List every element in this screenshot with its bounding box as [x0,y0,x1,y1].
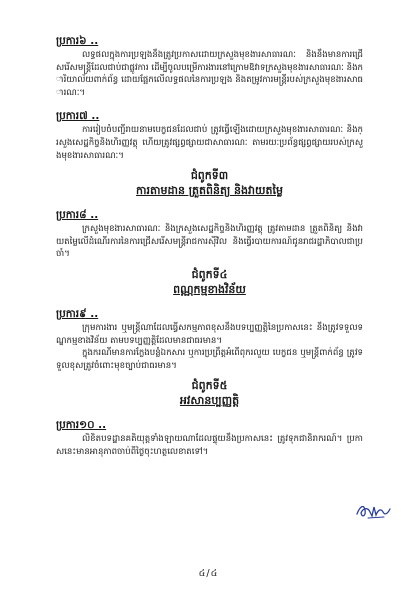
page-number: ៤/៤ [198,568,219,579]
article-text-9a: ក្រុមការងារ ឬមន្ត្រីណាដែលធ្វើសកម្មភាពខុសនឹងបទប្បញ្ញត្តិនៃប្រកាសនេះ នឹងត្រូវទទួលទណ្ឌកម្មខាងវិន័យ តាមបទប្បញ្ញត្តិដែលមានជាធរមាន។ [56,322,363,346]
article-label-10: ប្រការ១០ .. [56,419,107,432]
article-text-7: ការរៀបចំបញ្ជីរាយនាមបេក្ខជនដែលជាប់ ត្រូវធ្វើឡើងដោយក្រសួងមុខងារសាធារណៈ និងក្រសួងសេដ្ឋកិច្ចនិងហិរញ្ញវត្ថុ ហើយត្រូវផ្សព្វផ្សាយជាសាធារណៈ តាមរយៈប្រព័ន្ធផ្សព្វផ្សាយរបស់ក្រសួងមុខងារសាធារណៈ។ [56,125,363,161]
article-section-7 [56,109,363,162]
chapter-4-number: ជំពូកទី៤ [191,267,228,281]
chapter-5-title: អវសានប្បញ្ញត្តិ [179,394,240,408]
initials-signature [354,498,392,522]
chapter-3-number: ជំពូកទី៣ [190,169,229,183]
article-label-7: ប្រការ៧ .. [56,110,100,123]
article-section-8 [56,208,363,261]
article-section-10 [56,418,363,458]
article-label-6: ប្រការ៦ .. [56,35,99,47]
article-section-6 [56,34,363,99]
chapter-4-title: ពណ្ណកម្មខាងវិន័យ [173,282,246,296]
article-text-9b: ក្នុងករណីមានការក្លែងបន្លំឯកសារ ឬការប្រព្រឹត្តអំពើពុករលួយ បេក្ខជន ឬមន្ត្រីពាក់ព័ន្ធ ត្រូវទទួលខុសត្រូវចំពោះមុខច្បាប់ជាធរមាន។ [56,348,363,371]
article-label-9: ប្រការ៩ .. [56,307,99,320]
article-text-8: ក្រសួងមុខងារសាធារណៈ និងក្រសួងសេដ្ឋកិច្ចនិងហិរញ្ញវត្ថុ ត្រូវតាមដាន ត្រួតពិនិត្យ និងវាយតម្លៃលើដំណើរការនៃការជ្រើសរើសមន្ត្រីរាជការស៊ីវិល និងធ្វើរបាយការណ៍ជូនរាជរដ្ឋាភិបាលជាប្រចាំ។ [56,224,363,260]
article-label-8: ប្រការ៨ .. [56,209,99,222]
chapter-5-number: ជំពូកទី៥ [191,379,228,393]
article-text-10: លិខិតបទដ្ឋានគតិយុត្តទាំងឡាយណាដែលផ្ទុយនឹងប្រកាសនេះ ត្រូវទុកជានិរាករណ៍។ ប្រកាសនេះមានអានុភាពចាប់ពីថ្ងៃចុះហត្ថលេខាតទៅ។ [56,434,363,457]
article-section-9 [56,307,363,372]
article-text-6: លទ្ធផលក្នុងការប្រឡងនឹងត្រូវប្រកាសដោយក្រសួងមុខងារសាធារណៈ និងនឹងមានការជ្រើសរើសមន្ត្រីដែលជាប់ជាផ្លូវការ ដើម្បីចូលបម្រើការងារនៅក្រោមឱវាទក្រសួងមុខងារសាធារណៈ និងការិយាល័យពាក់ព័ន្ធ ដោយផ្អែកលើលទ្ធផលនៃការប្រឡង និងតម្រូវការមន្ត្រីរបស់ក្រសួងមុខងារសាធារណៈ។ [56,50,363,98]
chapter-3-title: ការតាមដាន ត្រួតពិនិត្យ និងវាយតម្លៃ [136,184,283,198]
